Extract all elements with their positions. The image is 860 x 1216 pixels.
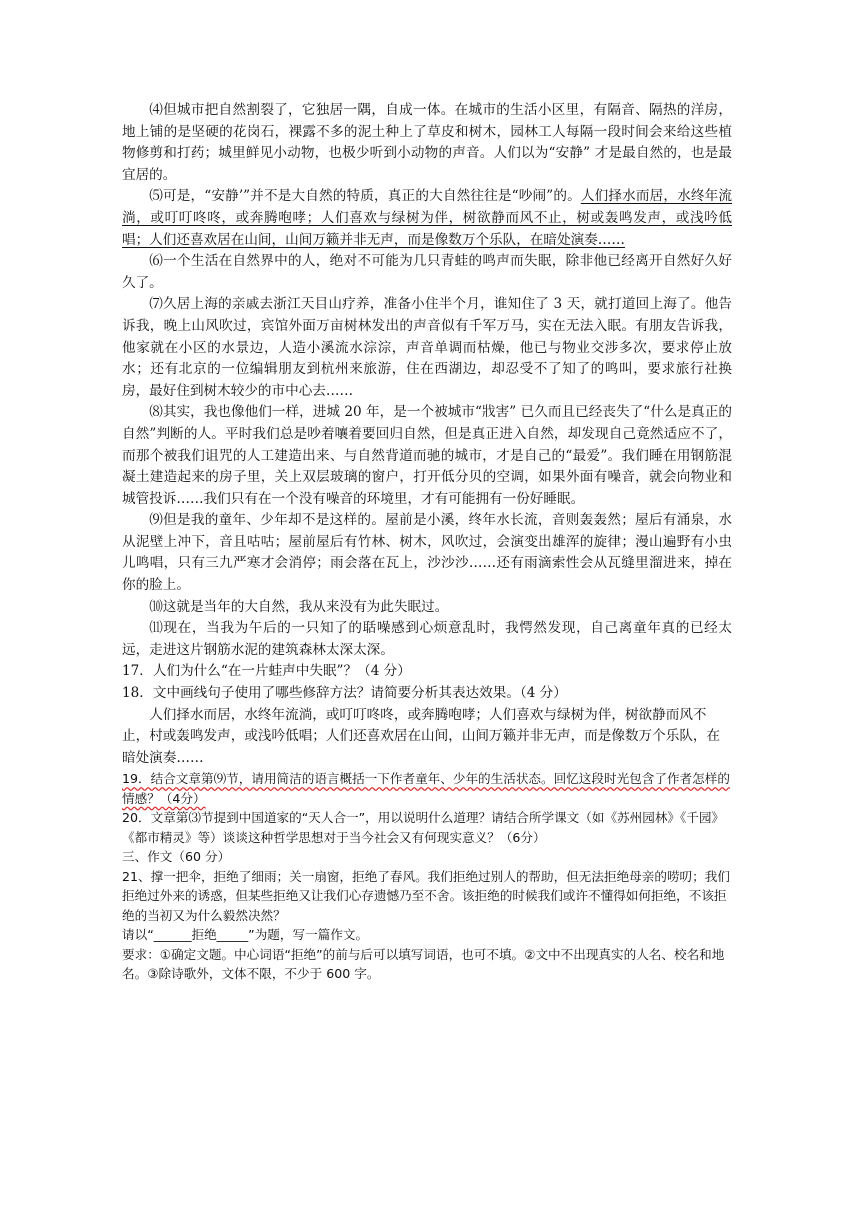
underlined-sentence: 人们择水而居，水终年流淌，或叮叮咚咚，或奔腾咆哮；人们喜欢与绿树为伴，树欲静而风不止，树或轰鸣发声，或浅吟低唱；人们还喜欢居在山间，山间万籁并非无声，而是像数万个乐队，在暗处演奏…… (122, 188, 733, 248)
paragraph-6: ⑹一个生活在自然界中的人，绝对不可能为几只青蛙的鸣声而失眠，除非他已经离开自然好久好久了。 (122, 253, 732, 291)
exam-page (122, 100, 732, 984)
question-19: 19．结合文章第⑼节，请用简洁的语言概括一下作者童年、少年的生活状态。回忆这段时光包含了作者怎样的情感？（4分） (122, 771, 730, 806)
paragraph-9: ⑼但是我的童年、少年却不是这样的。屋前是小溪，终年水长流，音则轰轰然；屋后有涌泉，水从泥壁上冲下，音且咕咕；屋前屋后有竹林、树木，风吹过，会演变出雄浑的旋律；漫山遍野有小虫儿鸣唱，只有三九严寒才会消停；雨会落在瓦上，沙沙沙……还有雨滴索性会从瓦缝里溜进来，掉在你的脸上。 (122, 512, 732, 594)
paragraph-8: ⑻其实，我也像他们一样，进城 20 年，是一个被城市“戕害” 已久而且已经丧失了“什么是真正的自然”判断的人。平时我们总是吵着嚷着要回归自然，但是真正进入自然，却发现自己竟然适应不了，而那个被我们诅咒的人工建造出来、与自然背道而驰的城市，才是自己的“最爱”。我们睡在用钢筋混凝土建造起来的房子里，关上双层玻璃的窗户，打开低分贝的空调，如果外面有噪音，就会向物业和城管投诉……我们只有在一个没有噪音的环境里，才有可能拥有一份好睡眠。 (122, 404, 732, 507)
question-20: 20．文章第⑶节提到中国道家的“天人合一”，用以说明什么道理？请结合所学课文（如《苏州园林》《千园》《都市精灵》等）谈谈这种哲学思想对于当今社会又有何现实意义？（6分） (122, 810, 725, 845)
question-21-requirements: 要求：①确定文题。中心词语“拒绝”的前与后可以填写词语，也可不填。②文中不出现真实的人名、校名和地名。③除诗歌外，文体不限，不少于 600 字。 (122, 946, 725, 982)
question-18-quote: 人们择水而居，水终年流淌，或叮叮咚咚，或奔腾咆哮；人们喜欢与绿树为伴，树欲静而风不止，村或轰鸣发声，或浅吟低唱；人们还喜欢居在山间，山间万籁并非无声，而是像数万个乐队，在暗处演奏…… (122, 706, 721, 766)
question-21: 21、撑一把伞，拒绝了细雨；关一扇窗，拒绝了春风。我们拒绝过别人的帮助，但无法拒绝母亲的唠叨；我们拒绝过外来的诱惑，但某些拒绝又让我们心存遗憾乃至不舍。该拒绝的时候我们或许不懂得如何拒绝，不该拒绝的当初又为什么毅然决然？ (122, 868, 730, 923)
paragraph-7: ⑺久居上海的亲戚去浙江天目山疗养，准备小住半个月，谁知住了 3 天，就打道回上海了。他告诉我，晚上山风吹过，宾馆外面万亩树林发出的声音似有千军万马，实在无法入眠。有朋友告诉我，他家就在小区的水景边，人造小溪流水淙淙，声音单调而枯燥，他已与物业交涉多次，要求停止放水；还有北京的一位编辑朋友到杭州来旅游，住在西湖边，却忍受不了知了的鸣叫，要求旅行社换房，最好住到树木较少的市中心去…… (122, 296, 732, 399)
section-3-heading: 三、作文（60 分） (122, 849, 231, 865)
paragraph-11: ⑾现在，当我为午后的一只知了的聒噪感到心烦意乱时，我愕然发现，自己离童年真的已经太远，走进这片钢筋水泥的建筑森林太深太深。 (122, 620, 732, 658)
scanned-section (122, 769, 732, 984)
paragraph-10: ⑽这就是当年的大自然，我从来没有为此失眠过。 (149, 598, 449, 615)
paragraph-5 (122, 186, 732, 251)
paragraph-5-intro: ⑸可是，“安静’”并不是大自然的特质，真正的大自然往往是“吵闹”的。 (149, 188, 581, 205)
paragraph-4: ⑷但城市把自然割裂了，它独居一隅，自成一体。在城市的生活小区里，有隔音、隔热的洋房，地上铺的是坚硬的花岗石，裸露不多的泥土种上了草皮和树木，园林工人每隔一段时间会来给这些植物修剪和打药；城里鲜见小动物，也极少听到小动物的声音。人们以为“安静” 才是最自然的，也是最宜居的。 (122, 102, 732, 183)
question-21-title: 请以“______拒绝_____”为题，写一篇作文。 (122, 927, 369, 943)
question-18: 18．文中画线句子使用了哪些修辞方法？请简要分析其表达效果。（4 分） (122, 685, 567, 702)
question-17: 17．人们为什么“在一片蛙声中失眠”？（4 分） (122, 663, 411, 680)
